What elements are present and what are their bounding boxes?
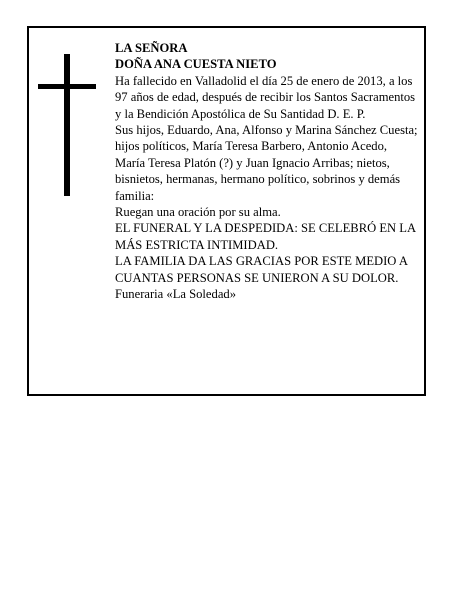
funeral-statement: EL FUNERAL Y LA DESPEDIDA: SE CELEBRÓ EN LA MÁS ESTRICTA INTIMIDAD. [115, 221, 416, 252]
deceased-name: DOÑA ANA CUESTA NIETO [115, 57, 277, 72]
death-paragraph: Ha fallecido en Valladolid el día 25 de enero de 2013, a los 97 años de edad, después de recibir los Santos Sacramentos y la Bendición Apostólica de Su Santidad D. E. P. [115, 73, 416, 121]
family-paragraph: Sus hijos, Eduardo, Ana, Alfonso y Marina Sánchez Cuesta; hijos políticos, María Teresa Barbero, Antonio Acedo, María Teresa Platón (?) y Juan Ignacio Arribas; nietos, bisnietos, hermanas, hermano político, sobrinos y demás familia: [115, 123, 418, 203]
prayer-request: Ruegan una oración por su alma. [115, 205, 281, 220]
cross-vertical-bar [64, 54, 70, 196]
notice-title: LA SEÑORA [115, 41, 188, 55]
obituary-text [115, 40, 420, 303]
latin-cross-icon [38, 54, 96, 196]
funeral-home: Funeraria «La Soledad» [115, 287, 236, 302]
thanks-statement: LA FAMILIA DA LAS GRACIAS POR ESTE MEDIO A CUANTAS PERSONAS SE UNIERON A SU DOLOR. [115, 254, 408, 285]
cross-horizontal-bar [38, 84, 96, 89]
